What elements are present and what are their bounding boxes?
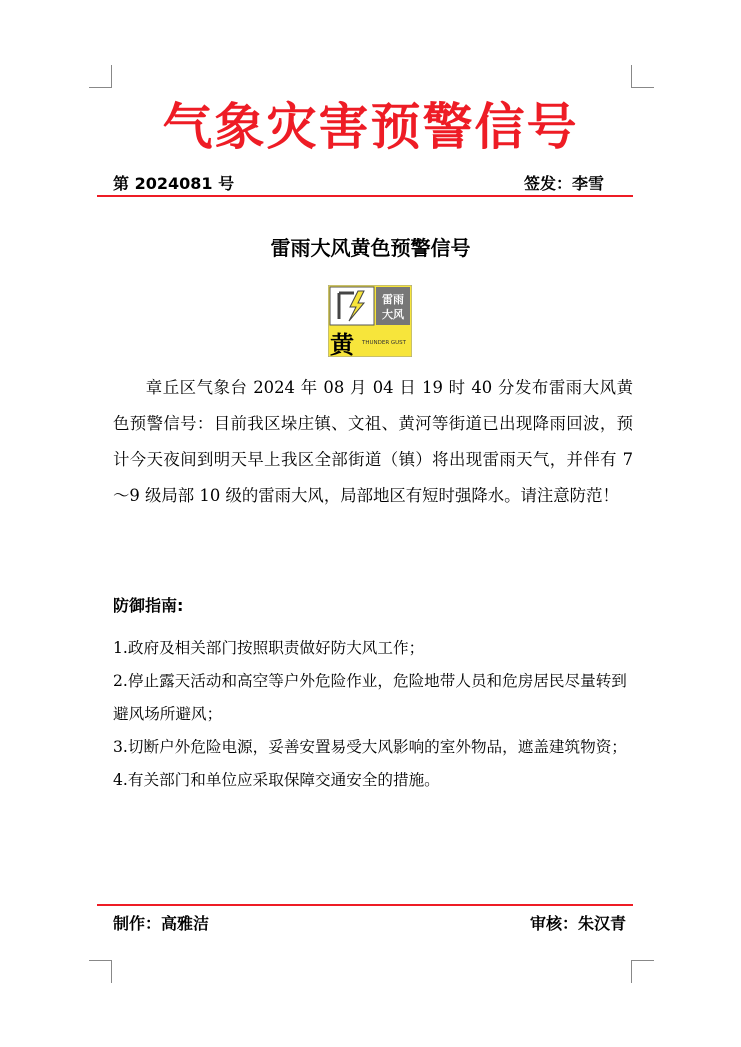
- signal-type-line1: 雷雨: [382, 293, 404, 306]
- crop-mark-bottom-right: [631, 960, 654, 983]
- header-divider: [97, 195, 633, 197]
- footer-divider: [97, 904, 633, 906]
- signal-type-line2: 大风: [382, 308, 404, 321]
- crop-mark-bottom-left: [89, 960, 112, 983]
- signer: 签发：李雪: [524, 174, 605, 193]
- guidance-item: 2.停止露天活动和高空等户外危险作业，危险地带人员和危房居民尽量转到避风场所避风；: [113, 672, 627, 723]
- crop-mark-top-right: [631, 65, 654, 88]
- signal-english: THUNDER GUST: [361, 340, 407, 346]
- signal-level: 黄: [330, 331, 354, 357]
- guidance-item: 1.政府及相关部门按照职责做好防大风工作；: [113, 639, 425, 657]
- guidance-title: 防御指南:: [113, 596, 184, 615]
- notice-body: 章丘区气象台 2024 年 08 月 04 日 19 时 40 分发布雷雨大风黄色预警信号：目前我区垛庄镇、文祖、黄河等街道已出现降雨回波，预计今天夜间到明天早上我区全部街道（镇）将出现雷雨天气，并伴有 7～9 级局部 10 级的雷雨大风，局部地区有短时强降水。请注意防范！: [113, 378, 633, 505]
- guidance-item: 3.切断户外危险电源，妥善安置易受大风影响的室外物品，遮盖建筑物资；: [113, 738, 627, 756]
- reviewer: 审核：朱汉青: [530, 914, 627, 933]
- maker: 制作：高雅洁: [113, 914, 210, 933]
- notice-title: 雷雨大风黄色预警信号: [270, 236, 471, 260]
- page-title: 气象灾害预警信号: [162, 98, 579, 156]
- guidance-list: [113, 632, 633, 797]
- guidance-item: 4.有关部门和单位应采取保障交通安全的措施。: [113, 771, 440, 789]
- thunder-gust-yellow-signal-icon: [328, 285, 412, 357]
- crop-mark-top-left: [89, 65, 112, 88]
- document-number: 第 2024081 号: [113, 174, 235, 193]
